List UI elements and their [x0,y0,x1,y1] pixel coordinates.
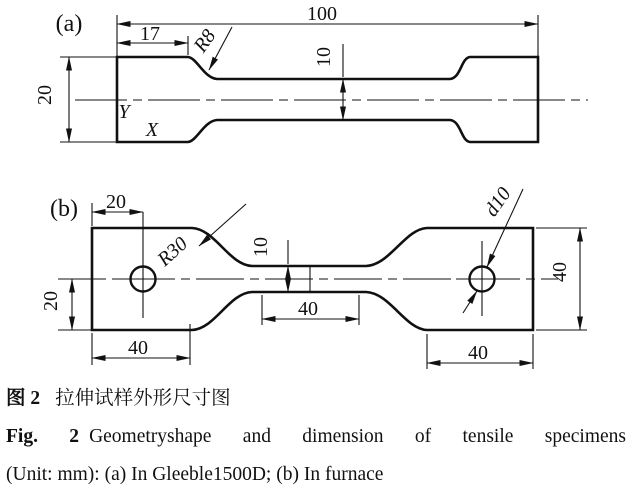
dim-half-width-b [58,279,92,330]
caption-chinese [6,380,626,418]
caption-chinese-fig-label: 图 2 [6,388,41,409]
leader-r30 [199,204,246,246]
panel-a [34,3,588,142]
caption-note: (Unit: mm): (a) In Gleeble1500D; (b) In furnace [6,464,384,485]
dim-label-10-b: 10 [250,237,272,257]
panel-b [40,183,587,369]
caption-english [6,418,626,456]
dim-label-r8: R8 [189,25,221,57]
dim-label-20-left-b: 20 [40,291,62,311]
axis-y-label: Y [118,101,130,123]
dim-label-40-left-b: 40 [128,337,148,359]
panel-a-label: (a) [55,11,83,37]
dim-label-17: 17 [140,23,160,45]
caption-chinese-text: 拉伸试样外形尺寸图 [55,388,231,409]
figure-captions [0,376,632,494]
caption-english-text: Geometryshape and dimension of tensile specimens [89,426,626,447]
dim-label-40-right-b: 40 [549,262,571,282]
dim-label-10-a: 10 [313,47,335,67]
dim-label-d10: d10 [480,183,516,221]
axis-x-label: X [145,119,159,141]
panel-b-label: (b) [50,196,78,222]
dim-label-40-center-b: 40 [298,298,318,320]
dim-label-100: 100 [307,3,337,25]
dim-label-r30: R30 [153,232,193,271]
dim-label-20-a: 20 [34,85,56,105]
caption-english-fig-label: Fig. 2 [6,426,80,447]
dim-label-40-bottomright-b: 40 [468,342,488,364]
dim-label-20-top-b: 20 [106,191,126,213]
